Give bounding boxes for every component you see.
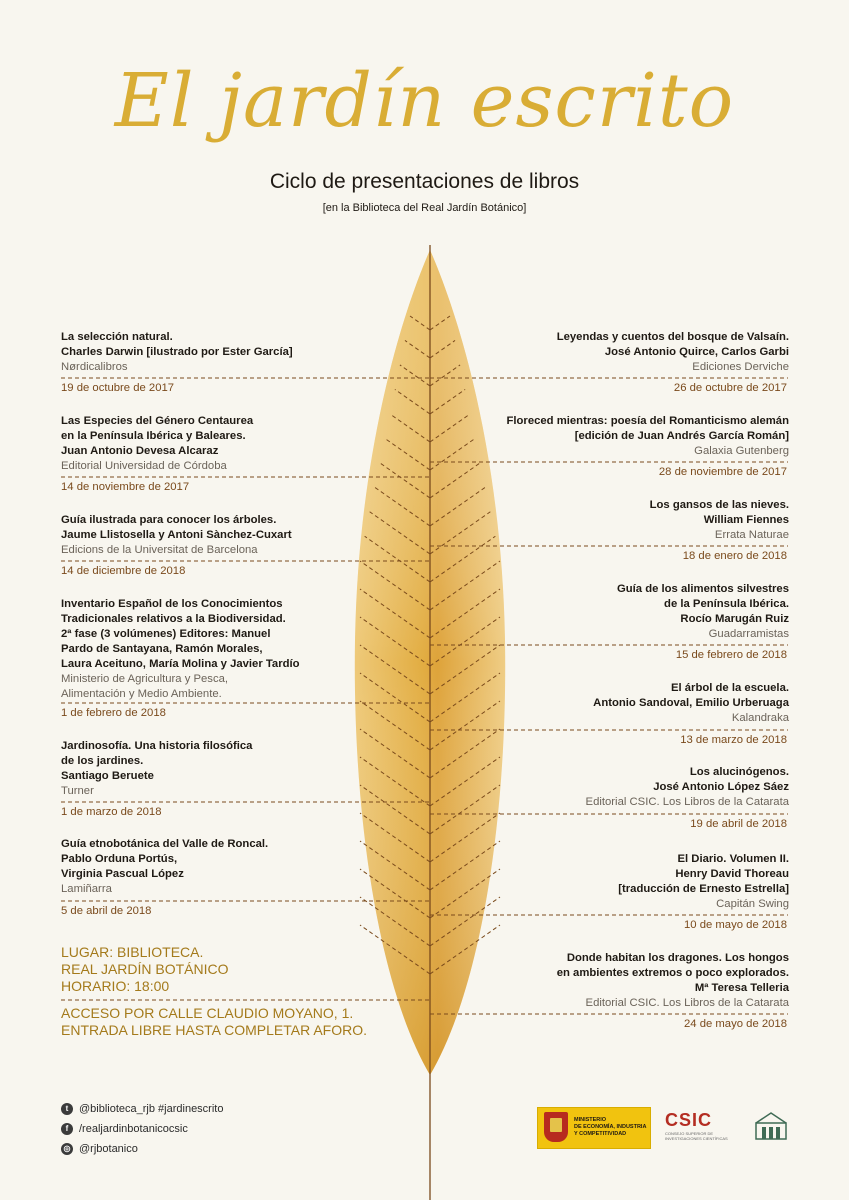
- rjb-logo: [753, 1109, 789, 1143]
- book-publisher: Kalandraka: [731, 712, 789, 724]
- social-links: [61, 1100, 223, 1160]
- event-date: 15 de febrero de 2018: [675, 649, 787, 661]
- facebook-handle: /realjardinbotanicocsic: [79, 1122, 188, 1135]
- instagram-icon: ◎: [61, 1143, 73, 1155]
- event-date: 10 de mayo de 2018: [683, 919, 787, 931]
- book-publisher: Galaxia Gutenberg: [694, 445, 789, 457]
- event-entry: [61, 597, 361, 702]
- ministry-name: MINISTERIO DE ECONOMÍA, INDUSTRIA Y COMPETITIVIDAD: [574, 1117, 647, 1137]
- event-date: 18 de enero de 2018: [682, 550, 787, 562]
- event-entry: [489, 951, 789, 1011]
- event-date: 5 de abril de 2018: [61, 905, 152, 917]
- event-entry: [489, 414, 789, 459]
- book-title: Inventario Español de los Conocimientos Tradicionales relativos a la Biodiversidad. 2ª fase (3 volúmenes) Editores: Manuel Pardo de Santayana, Ramón Morales, Laura Aceituno, María Molina y Javier Tardío: [61, 598, 300, 670]
- twitter-icon: t: [61, 1103, 73, 1115]
- event-date: 26 de octubre de 2017: [673, 382, 787, 394]
- schedule-line: HORARIO: 18:00: [61, 978, 170, 994]
- event-date: 1 de febrero de 2018: [61, 707, 166, 719]
- event-entry: [61, 513, 361, 558]
- instagram-handle: @rjbotanico: [79, 1142, 138, 1155]
- event-entry: [489, 582, 789, 642]
- event-date: 28 de noviembre de 2017: [658, 466, 787, 478]
- event-entry: [489, 498, 789, 543]
- event-entry: [61, 330, 361, 375]
- book-title: Donde habitan los dragones. Los hongos en ambientes extremos o poco explorados. Mª Teresa Telleria: [556, 952, 789, 994]
- facebook-icon: f: [61, 1123, 73, 1135]
- event-entry: [489, 681, 789, 726]
- event-date: 19 de octubre de 2017: [61, 382, 175, 394]
- book-title: Guía ilustrada para conocer los árboles. Jaume Llistosella y Antoni Sànchez-Cuxart: [61, 514, 292, 541]
- twitter-link[interactable]: [61, 1100, 223, 1117]
- csic-logo: [665, 1110, 743, 1144]
- event-entry: [489, 330, 789, 375]
- book-publisher: Ediciones Derviche: [692, 361, 789, 373]
- venue-line: REAL JARDÍN BOTÁNICO: [61, 961, 229, 977]
- poster-subtitle: Ciclo de presentaciones de libros: [269, 170, 580, 193]
- book-title: Los alucinógenos. José Antonio López Sáez: [653, 766, 789, 793]
- facebook-link[interactable]: [61, 1120, 223, 1137]
- book-publisher: Nørdicalibros: [61, 361, 128, 373]
- venue-info: [61, 944, 367, 1039]
- book-publisher: Errata Naturae: [714, 529, 789, 541]
- book-publisher: Editorial Universidad de Córdoba: [61, 460, 227, 472]
- event-entry: [61, 739, 361, 799]
- event-date: 1 de marzo de 2018: [61, 806, 162, 818]
- book-title: Leyendas y cuentos del bosque de Valsaín. José Antonio Quirce, Carlos Garbi: [556, 331, 789, 358]
- venue-line: LUGAR: BIBLIOTECA.: [61, 944, 204, 960]
- book-publisher: Editorial CSIC. Los Libros de la Catarata: [585, 796, 789, 808]
- poster-title: El jardín escrito: [114, 58, 735, 144]
- book-title: Guía de los alimentos silvestres de la Península Ibérica. Rocío Marugán Ruiz: [616, 583, 789, 625]
- book-title: Las Especies del Género Centaurea en la Península Ibérica y Baleares. Juan Antonio Devesa Alcaraz: [61, 415, 254, 457]
- event-entry: [489, 765, 789, 810]
- instagram-link[interactable]: [61, 1140, 223, 1157]
- book-publisher: Lamiñarra: [61, 883, 112, 895]
- book-publisher: Turner: [61, 785, 94, 797]
- book-publisher: Capitán Swing: [716, 898, 789, 910]
- twitter-handle: @biblioteca_rjb #jardinescrito: [79, 1102, 224, 1115]
- csic-name: CSIC: [665, 1110, 713, 1130]
- poster-location: [en la Biblioteca del Real Jardín Botánico]: [322, 202, 527, 214]
- access-line: ACCESO POR CALLE CLAUDIO MOYANO, 1.: [61, 1005, 354, 1021]
- book-title: El Diario. Volumen II. Henry David Thoreau [traducción de Ernesto Estrella]: [618, 853, 789, 895]
- event-date: 24 de mayo de 2018: [683, 1018, 787, 1030]
- coat-of-arms-icon: [544, 1112, 568, 1142]
- book-publisher: Edicions de la Universitat de Barcelona: [61, 544, 258, 556]
- event-entry: [61, 837, 361, 897]
- event-entry: [489, 852, 789, 912]
- book-title: Guía etnobotánica del Valle de Roncal. Pablo Orduna Portús, Virginia Pascual López: [61, 838, 269, 880]
- book-title: El árbol de la escuela. Antonio Sandoval, Emilio Urberuaga: [593, 682, 789, 709]
- event-date: 19 de abril de 2018: [690, 818, 787, 830]
- event-date: 13 de marzo de 2018: [680, 734, 787, 746]
- entry-line: ENTRADA LIBRE HASTA COMPLETAR AFORO.: [61, 1022, 367, 1038]
- event-entry: [61, 414, 361, 474]
- event-date: 14 de noviembre de 2017: [61, 481, 190, 493]
- book-title: Jardinosofía. Una historia filosófica de los jardines. Santiago Beruete: [61, 740, 253, 782]
- book-publisher: Editorial CSIC. Los Libros de la Catarata: [585, 997, 789, 1009]
- csic-fullname: CONSEJO SUPERIOR DE INVESTIGACIONES CIENTÍFICAS: [665, 1131, 728, 1141]
- book-publisher: Guadarramistas: [708, 628, 789, 640]
- book-publisher: Ministerio de Agricultura y Pesca, Alimentación y Medio Ambiente.: [61, 673, 229, 700]
- book-title: Floreced mientras: poesía del Romanticismo alemán [edición de Juan Andrés García Román]: [506, 415, 789, 442]
- event-date: 14 de diciembre de 2018: [61, 565, 186, 577]
- book-title: Los gansos de las nieves. William Fiennes: [649, 499, 789, 526]
- ministry-logo: [537, 1107, 651, 1149]
- book-title: La selección natural. Charles Darwin [ilustrado por Ester García]: [61, 331, 293, 358]
